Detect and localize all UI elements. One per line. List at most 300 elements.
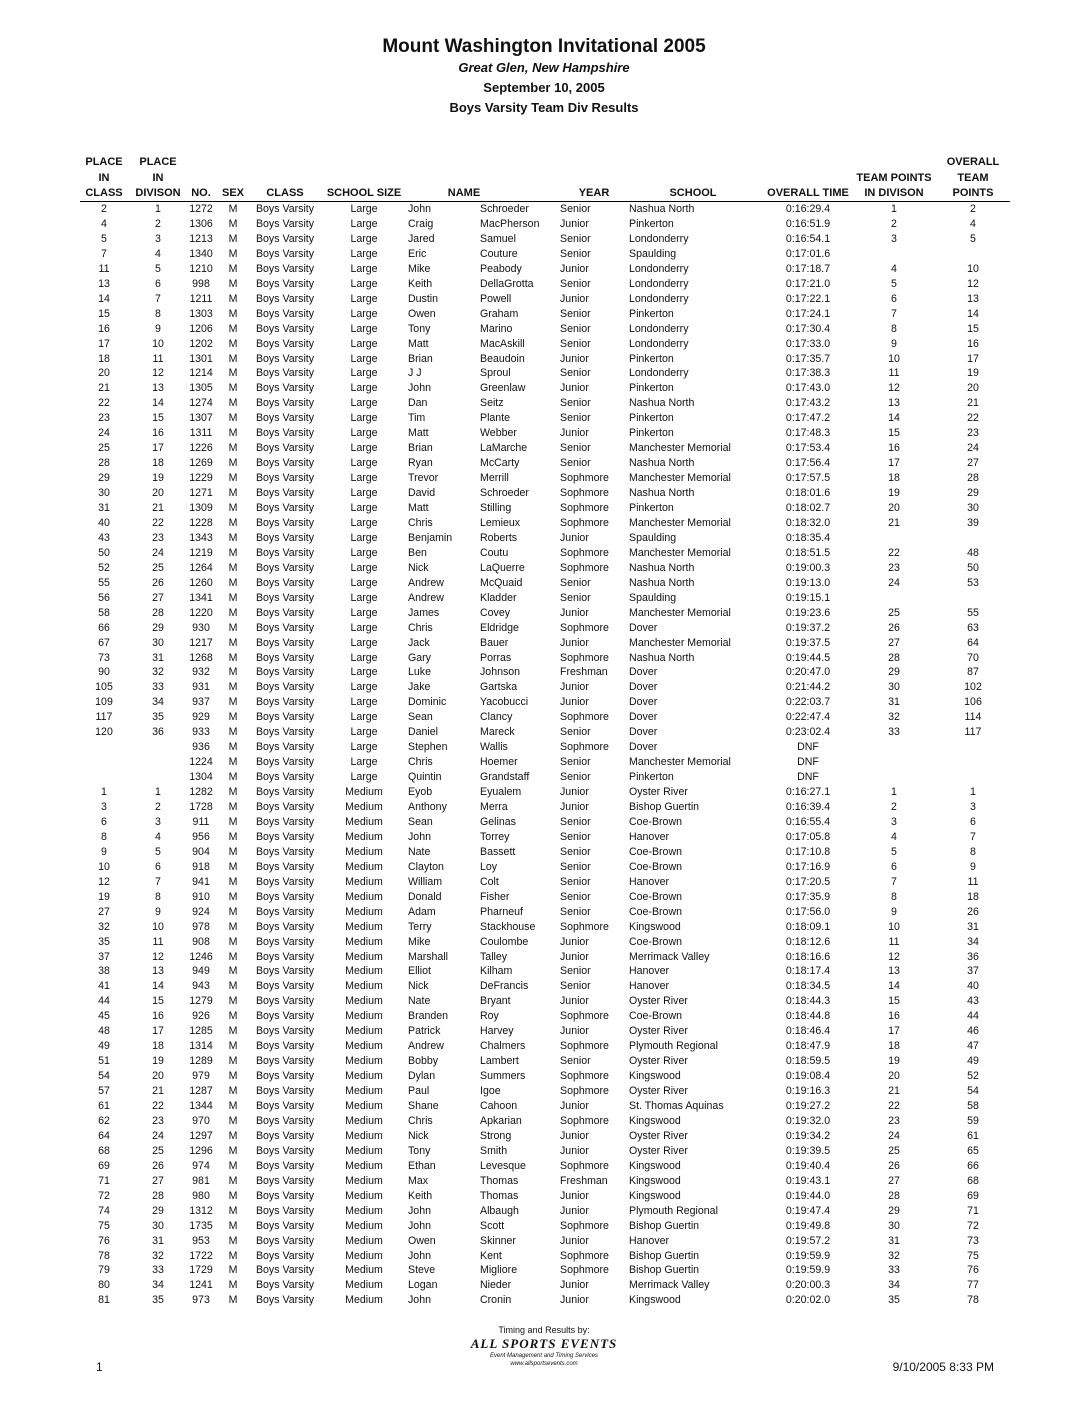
cell-overall-team-points: 36 xyxy=(967,950,979,963)
cell-overall-time: 0:19:59.9 xyxy=(785,1249,831,1262)
cell-school: Londonderry xyxy=(629,262,689,275)
cell-last-name: Cahoon xyxy=(480,1100,518,1112)
table-row xyxy=(0,1189,1088,1204)
cell-school: Hanover xyxy=(629,965,670,978)
cell-team-points-division: 7 xyxy=(891,307,897,320)
cell-bib-no: 936 xyxy=(192,741,210,754)
cell-place-class: 29 xyxy=(98,472,110,485)
cell-bib-no: 1219 xyxy=(189,546,213,559)
cell-bib-no: 1735 xyxy=(189,1219,213,1232)
cell-place-class: 20 xyxy=(98,367,110,380)
cell-school: Bishop Guertin xyxy=(629,801,700,813)
cell-first-name: Nick xyxy=(408,561,429,574)
table-row xyxy=(0,651,1088,666)
cell-sex: M xyxy=(228,756,238,769)
cell-overall-time: 0:17:01.6 xyxy=(785,247,831,260)
cell-sex: M xyxy=(228,1070,238,1083)
cell-year: Senior xyxy=(560,815,591,828)
cell-team-points-division: 28 xyxy=(888,651,900,664)
cell-place-division: 2 xyxy=(155,801,161,813)
cell-place-class: 69 xyxy=(98,1159,110,1172)
cell-first-name: Marshall xyxy=(408,950,449,963)
cell-bib-no: 1226 xyxy=(189,442,213,455)
table-row xyxy=(0,710,1088,725)
cell-class: Boys Varsity xyxy=(255,502,315,514)
cell-last-name: Stackhouse xyxy=(480,920,536,933)
cell-place-division: 35 xyxy=(152,711,164,724)
cell-overall-team-points: 11 xyxy=(967,875,979,888)
cell-place-class: 49 xyxy=(98,1040,110,1053)
cell-place-division: 36 xyxy=(152,726,164,739)
cell-overall-time: 0:19:49.8 xyxy=(785,1219,831,1232)
cell-sex: M xyxy=(228,1129,238,1142)
cell-school-size: Medium xyxy=(345,1070,383,1083)
cell-year: Senior xyxy=(560,412,591,425)
cell-school-size: Medium xyxy=(345,1204,383,1217)
cell-year: Sophmore xyxy=(560,1264,609,1277)
cell-class: Boys Varsity xyxy=(255,322,315,335)
cell-sex: M xyxy=(228,322,238,335)
cell-sex: M xyxy=(228,651,238,664)
cell-overall-time: 0:18:01.6 xyxy=(785,487,831,500)
cell-class: Boys Varsity xyxy=(255,786,315,799)
cell-school-size: Large xyxy=(350,472,378,485)
cell-first-name: Chris xyxy=(408,1114,433,1127)
col-year: YEAR xyxy=(578,187,610,199)
cell-overall-team-points: 28 xyxy=(967,472,979,485)
cell-last-name: Roy xyxy=(480,1010,499,1023)
cell-school: Pinkerton xyxy=(629,412,674,425)
cell-school-size: Large xyxy=(350,367,378,380)
cell-overall-time: 0:19:08.4 xyxy=(785,1070,831,1083)
cell-first-name: Dan xyxy=(408,397,428,410)
cell-place-class: 38 xyxy=(98,965,110,978)
cell-first-name: Bobby xyxy=(408,1055,439,1068)
cell-year: Sophmore xyxy=(560,1159,609,1172)
cell-team-points-division: 32 xyxy=(888,1249,900,1262)
cell-school: Merrimack Valley xyxy=(629,950,710,963)
cell-last-name: Lambert xyxy=(480,1055,519,1068)
cell-year: Senior xyxy=(560,591,591,604)
cell-class: Boys Varsity xyxy=(255,1085,315,1098)
cell-place-class: 22 xyxy=(98,397,110,410)
table-row xyxy=(0,845,1088,860)
cell-place-division: 7 xyxy=(155,875,161,888)
cell-overall-time: 0:18:35.4 xyxy=(785,531,831,544)
cell-team-points-division: 32 xyxy=(888,711,900,724)
cell-team-points-division: 6 xyxy=(891,860,897,873)
cell-place-class: 5 xyxy=(101,232,107,245)
cell-overall-team-points: 59 xyxy=(967,1114,979,1127)
cell-sex: M xyxy=(228,801,238,813)
cell-place-class: 10 xyxy=(98,860,110,873)
cell-class: Boys Varsity xyxy=(255,412,315,425)
cell-overall-team-points: 21 xyxy=(967,397,979,410)
cell-sex: M xyxy=(228,442,238,455)
cell-place-division: 31 xyxy=(152,1234,164,1247)
col-place-division: PLACE IN DIVISON xyxy=(135,156,181,199)
cell-year: Senior xyxy=(560,442,591,455)
cell-sex: M xyxy=(228,472,238,485)
cell-team-points-division: 23 xyxy=(888,1114,900,1127)
cell-first-name: David xyxy=(408,487,436,500)
cell-place-division: 29 xyxy=(152,1204,164,1217)
cell-first-name: Max xyxy=(408,1174,429,1187)
cell-class: Boys Varsity xyxy=(255,890,315,903)
cell-school: Nashua North xyxy=(629,397,695,410)
cell-sex: M xyxy=(228,741,238,754)
cell-place-class: 44 xyxy=(98,995,110,1008)
cell-first-name: Quintin xyxy=(408,771,442,784)
cell-class: Boys Varsity xyxy=(255,367,315,380)
cell-last-name: Couture xyxy=(480,247,518,260)
cell-sex: M xyxy=(228,561,238,574)
cell-sex: M xyxy=(228,1159,238,1172)
table-row xyxy=(0,1174,1088,1189)
table-row xyxy=(0,1144,1088,1159)
cell-school: Coe-Brown xyxy=(629,890,682,903)
cell-sex: M xyxy=(228,666,238,679)
cell-school-size: Medium xyxy=(345,860,383,873)
cell-first-name: Craig xyxy=(408,217,434,230)
cell-place-class: 13 xyxy=(98,277,110,290)
cell-school-size: Medium xyxy=(345,1234,383,1247)
cell-overall-team-points: 8 xyxy=(970,845,976,858)
cell-last-name: Stilling xyxy=(480,502,512,514)
cell-first-name: John xyxy=(408,1249,431,1262)
cell-last-name: McCarty xyxy=(480,457,520,470)
cell-team-points-division: 22 xyxy=(888,1100,900,1112)
cell-year: Junior xyxy=(560,696,589,709)
cell-overall-team-points: 65 xyxy=(967,1144,979,1157)
cell-school-size: Large xyxy=(350,307,378,320)
cell-team-points-division: 24 xyxy=(888,1129,900,1142)
cell-school: Manchester Memorial xyxy=(629,606,731,619)
cell-place-division: 6 xyxy=(155,860,161,873)
table-row xyxy=(0,680,1088,695)
col-school-size: SCHOOL SIZE xyxy=(326,187,402,199)
cell-year: Junior xyxy=(560,1234,589,1247)
cell-bib-no: 1343 xyxy=(189,531,213,544)
table-row xyxy=(0,217,1088,232)
cell-first-name: Clayton xyxy=(408,860,444,873)
cell-place-class: 74 xyxy=(98,1204,110,1217)
cell-last-name: Covey xyxy=(480,606,511,619)
cell-place-class: 4 xyxy=(101,217,107,230)
cell-class: Boys Varsity xyxy=(255,1294,315,1307)
cell-year: Senior xyxy=(560,980,591,993)
cell-place-class: 62 xyxy=(98,1114,110,1127)
table-row xyxy=(0,815,1088,830)
cell-class: Boys Varsity xyxy=(255,621,315,634)
cell-overall-team-points: 44 xyxy=(967,1010,979,1023)
cell-last-name: Grandstaff xyxy=(480,771,530,784)
cell-school-size: Medium xyxy=(345,1174,383,1187)
cell-bib-no: 973 xyxy=(192,1294,210,1307)
cell-school: Manchester Memorial xyxy=(629,756,731,769)
cell-sex: M xyxy=(228,965,238,978)
cell-last-name: Schroeder xyxy=(480,487,529,500)
cell-place-class: 57 xyxy=(98,1085,110,1098)
cell-school: Dover xyxy=(629,711,658,724)
cell-school: Coe-Brown xyxy=(629,1010,682,1023)
cell-year: Senior xyxy=(560,845,591,858)
cell-school-size: Medium xyxy=(345,1189,383,1202)
cell-school: Coe-Brown xyxy=(629,935,682,948)
cell-first-name: J J xyxy=(408,367,422,380)
cell-school: Hanover xyxy=(629,980,670,993)
cell-sex: M xyxy=(228,890,238,903)
cell-place-division: 34 xyxy=(152,1279,164,1292)
cell-first-name: Luke xyxy=(408,666,431,679)
cell-first-name: Dustin xyxy=(408,292,439,305)
table-row xyxy=(0,1159,1088,1174)
cell-year: Senior xyxy=(560,756,591,769)
cell-sex: M xyxy=(228,875,238,888)
cell-class: Boys Varsity xyxy=(255,1159,315,1172)
cell-team-points-division: 4 xyxy=(891,262,897,275)
cell-first-name: Keith xyxy=(408,277,433,290)
cell-overall-time: 0:17:53.4 xyxy=(785,442,831,455)
cell-school-size: Medium xyxy=(345,801,383,813)
cell-school-size: Large xyxy=(350,696,378,709)
cell-bib-no: 1217 xyxy=(189,636,213,649)
cell-first-name: Eyob xyxy=(408,786,433,799)
cell-year: Junior xyxy=(560,636,589,649)
cell-year: Senior xyxy=(560,367,591,380)
cell-overall-time: 0:22:47.4 xyxy=(785,711,831,724)
cell-overall-time: 0:18:44.8 xyxy=(785,1010,831,1023)
table-row xyxy=(0,591,1088,606)
table-row xyxy=(0,830,1088,845)
cell-sex: M xyxy=(228,502,238,514)
cell-bib-no: 1307 xyxy=(189,412,213,425)
cell-team-points-division: 25 xyxy=(888,1144,900,1157)
cell-school-size: Medium xyxy=(345,1114,383,1127)
cell-team-points-division: 19 xyxy=(888,487,900,500)
cell-first-name: Jared xyxy=(408,232,435,245)
cell-first-name: Nick xyxy=(408,1129,429,1142)
cell-place-class: 51 xyxy=(98,1055,110,1068)
cell-sex: M xyxy=(228,1055,238,1068)
cell-sex: M xyxy=(228,397,238,410)
cell-year: Junior xyxy=(560,1025,589,1038)
cell-year: Senior xyxy=(560,576,591,589)
cell-first-name: Tony xyxy=(408,1144,431,1157)
cell-overall-time: 0:18:09.1 xyxy=(785,920,831,933)
cell-first-name: Sean xyxy=(408,815,433,828)
cell-place-division: 1 xyxy=(155,786,161,799)
cell-place-class: 109 xyxy=(95,696,113,709)
cell-first-name: Andrew xyxy=(408,1040,444,1053)
cell-year: Junior xyxy=(560,681,589,694)
cell-team-points-division: 17 xyxy=(888,1025,900,1038)
cell-last-name: Migliore xyxy=(480,1264,518,1277)
cell-bib-no: 1311 xyxy=(189,427,213,440)
cell-first-name: Paul xyxy=(408,1085,430,1098)
cell-school: Nashua North xyxy=(629,561,695,574)
cell-overall-time: 0:18:34.5 xyxy=(785,980,831,993)
cell-school: Nashua North xyxy=(629,651,695,664)
cell-school: Coe-Brown xyxy=(629,845,682,858)
cell-team-points-division: 27 xyxy=(888,636,900,649)
cell-place-class: 15 xyxy=(98,307,110,320)
cell-sex: M xyxy=(228,1040,238,1053)
cell-year: Junior xyxy=(560,606,589,619)
cell-first-name: Nate xyxy=(408,845,431,858)
cell-year: Senior xyxy=(560,397,591,410)
cell-bib-no: 1272 xyxy=(189,203,213,215)
cell-overall-team-points: 69 xyxy=(967,1189,979,1202)
cell-place-division: 22 xyxy=(152,1100,164,1112)
cell-overall-time: 0:17:35.9 xyxy=(785,890,831,903)
cell-sex: M xyxy=(228,980,238,993)
cell-first-name: Matt xyxy=(408,337,429,350)
cell-last-name: Eyualem xyxy=(480,786,522,799)
cell-class: Boys Varsity xyxy=(255,352,315,365)
cell-sex: M xyxy=(228,1174,238,1187)
cell-class: Boys Varsity xyxy=(255,756,315,769)
cell-overall-team-points: 70 xyxy=(967,651,979,664)
cell-school-size: Large xyxy=(350,203,378,215)
cell-school-size: Medium xyxy=(345,890,383,903)
table-row xyxy=(0,322,1088,337)
cell-place-division: 30 xyxy=(152,636,164,649)
cell-team-points-division: 31 xyxy=(888,1234,900,1247)
cell-overall-team-points: 30 xyxy=(967,502,979,514)
cell-overall-time: 0:17:16.9 xyxy=(785,860,831,873)
cell-school-size: Large xyxy=(350,681,378,694)
cell-school: Manchester Memorial xyxy=(629,636,731,649)
cell-year: Senior xyxy=(560,890,591,903)
cell-bib-no: 1282 xyxy=(189,786,213,799)
table-row xyxy=(0,1069,1088,1084)
cell-last-name: Beaudoin xyxy=(480,352,525,365)
table-row xyxy=(0,905,1088,920)
cell-last-name: Marino xyxy=(480,322,513,335)
cell-overall-team-points: 47 xyxy=(967,1040,979,1053)
cell-last-name: LaMarche xyxy=(480,442,528,455)
cell-place-class: 1 xyxy=(101,786,107,799)
cell-overall-time: 0:17:20.5 xyxy=(785,875,831,888)
cell-year: Senior xyxy=(560,247,591,260)
cell-place-division: 5 xyxy=(155,845,161,858)
cell-year: Senior xyxy=(560,860,591,873)
cell-first-name: Shane xyxy=(408,1100,439,1112)
cell-class: Boys Varsity xyxy=(255,666,315,679)
cell-place-division: 15 xyxy=(152,412,164,425)
cell-year: Junior xyxy=(560,1279,589,1292)
cell-year: Sophmore xyxy=(560,1010,609,1023)
cell-year: Sophmore xyxy=(560,1114,609,1127)
cell-school: Londonderry xyxy=(629,277,689,290)
cell-place-division: 3 xyxy=(155,232,161,245)
cell-class: Boys Varsity xyxy=(255,1070,315,1083)
cell-overall-time: 0:18:16.6 xyxy=(785,950,831,963)
cell-school: Hanover xyxy=(629,1234,670,1247)
cell-place-division: 35 xyxy=(152,1294,164,1307)
cell-team-points-division: 4 xyxy=(891,830,897,843)
cell-overall-team-points: 43 xyxy=(967,995,979,1008)
cell-bib-no: 933 xyxy=(192,726,210,739)
cell-overall-time: 0:18:17.4 xyxy=(785,965,831,978)
cell-place-class: 32 xyxy=(98,920,110,933)
cell-team-points-division: 14 xyxy=(888,412,900,425)
cell-team-points-division: 9 xyxy=(891,905,897,918)
cell-last-name: Torrey xyxy=(480,830,510,843)
table-row xyxy=(0,411,1088,426)
cell-place-class: 24 xyxy=(98,427,110,440)
cell-place-class: 40 xyxy=(98,516,110,529)
cell-bib-no: 1271 xyxy=(189,487,213,500)
cell-school: Hanover xyxy=(629,875,670,888)
cell-overall-time: 0:19:59.9 xyxy=(785,1264,831,1277)
cell-overall-time: 0:17:56.4 xyxy=(785,457,831,470)
cell-class: Boys Varsity xyxy=(255,262,315,275)
cell-year: Senior xyxy=(560,457,591,470)
cell-first-name: John xyxy=(408,382,431,395)
cell-place-class: 48 xyxy=(98,1025,110,1038)
table-row xyxy=(0,337,1088,352)
cell-overall-time: 0:19:44.0 xyxy=(785,1189,831,1202)
cell-overall-team-points: 6 xyxy=(970,815,976,828)
cell-last-name: Powell xyxy=(480,292,512,305)
cell-place-class: 50 xyxy=(98,546,110,559)
cell-school: Kingswood xyxy=(629,920,681,933)
cell-first-name: Mike xyxy=(408,262,431,275)
cell-overall-time: 0:17:10.8 xyxy=(785,845,831,858)
cell-sex: M xyxy=(228,696,238,709)
cell-overall-time: 0:18:12.6 xyxy=(785,935,831,948)
cell-place-class: 75 xyxy=(98,1219,110,1232)
cell-last-name: Gelinas xyxy=(480,815,516,828)
cell-team-points-division: 30 xyxy=(888,1219,900,1232)
cell-last-name: Hoemer xyxy=(480,756,518,769)
cell-place-class: 45 xyxy=(98,1010,110,1023)
cell-place-class: 117 xyxy=(95,711,113,724)
cell-place-division: 10 xyxy=(152,337,164,350)
cell-team-points-division: 33 xyxy=(888,1264,900,1277)
cell-school-size: Medium xyxy=(345,935,383,948)
cell-school-size: Large xyxy=(350,397,378,410)
cell-class: Boys Varsity xyxy=(255,995,315,1008)
cell-overall-time: 0:18:44.3 xyxy=(785,995,831,1008)
cell-year: Junior xyxy=(560,950,589,963)
cell-school: Oyster River xyxy=(629,786,688,799)
cell-place-division: 15 xyxy=(152,995,164,1008)
cell-place-class: 72 xyxy=(98,1189,110,1202)
cell-team-points-division: 14 xyxy=(888,980,900,993)
cell-class: Boys Varsity xyxy=(255,531,315,544)
cell-overall-team-points: 27 xyxy=(967,457,979,470)
cell-first-name: Owen xyxy=(408,1234,436,1247)
cell-place-class: 64 xyxy=(98,1129,110,1142)
cell-overall-time: 0:19:32.0 xyxy=(785,1114,831,1127)
cell-team-points-division: 5 xyxy=(891,845,897,858)
cell-place-division: 25 xyxy=(152,561,164,574)
cell-sex: M xyxy=(228,292,238,305)
cell-school: St. Thomas Aquinas xyxy=(629,1100,724,1112)
cell-overall-team-points: 54 xyxy=(967,1085,979,1098)
cell-bib-no: 1304 xyxy=(189,771,213,784)
cell-class: Boys Varsity xyxy=(255,920,315,933)
cell-year: Sophmore xyxy=(560,487,609,500)
cell-sex: M xyxy=(228,1085,238,1098)
cell-school: Nashua North xyxy=(629,487,695,500)
table-row xyxy=(0,531,1088,546)
cell-class: Boys Varsity xyxy=(255,232,315,245)
cell-school-size: Medium xyxy=(345,950,383,963)
